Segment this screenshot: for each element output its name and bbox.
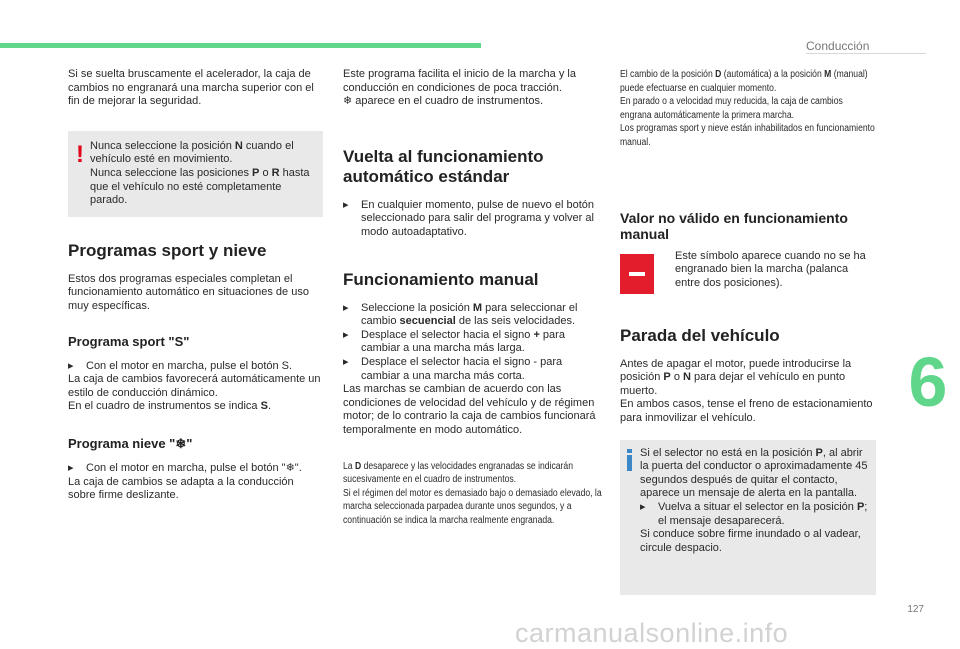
manual-bullet-2 bbox=[343, 329, 603, 356]
text: o bbox=[259, 166, 272, 179]
text: Antes de apagar el motor, puede introducirse la posición bbox=[620, 357, 852, 384]
text: de las seis velocidades. bbox=[455, 315, 576, 328]
text: Nunca seleccione la posición bbox=[90, 139, 235, 152]
bullet-arrow-icon: ▸ bbox=[68, 461, 74, 474]
text: Nunca seleccione las posiciones bbox=[90, 166, 253, 179]
text: ; el mensaje desaparecerá. bbox=[658, 500, 868, 527]
snow-paragraph: La caja de cambios se adapta a la conducción sobre firme deslizante. bbox=[68, 475, 294, 502]
text: D bbox=[354, 460, 362, 472]
manual-paragraph: Las marchas se cambian de acuerdo con las condiciones de velocidad del vehículo y de régimen motor; de lo contrario la caja de cambios funcionará temporalmente en modo automático. bbox=[343, 383, 596, 436]
text: desaparece y las velocidades engranadas se indicarán sucesivamente en el cuadro de instrumentos. bbox=[343, 460, 573, 486]
text: Desplace el selector hacia el signo bbox=[361, 328, 534, 341]
text: En el cuadro de instrumentos se indica bbox=[68, 400, 261, 413]
dash-shape bbox=[629, 272, 645, 276]
text: Si el selector no está en la posición bbox=[640, 446, 816, 459]
text: Vuelva a situar el selector en la posición bbox=[658, 500, 857, 513]
text: para seleccionar el cambio bbox=[361, 301, 578, 328]
intro-paragraph-2: ❄ aparece en el cuadro de instrumentos. bbox=[343, 95, 543, 108]
text: P bbox=[815, 446, 823, 459]
stop-paragraph-1 bbox=[620, 358, 876, 399]
sport-bullet bbox=[68, 360, 323, 374]
bullet-arrow-icon: ▸ bbox=[640, 500, 646, 513]
text: + bbox=[533, 328, 540, 341]
bullet-arrow-icon: ▸ bbox=[343, 301, 349, 314]
manual-note-2: Si el régimen del motor es demasiado bajo o demasiado elevado, la marcha seleccionada parpadea durante unos segundos, y a continuación se indica la marcha realmente engranada. bbox=[343, 487, 602, 526]
info-bar bbox=[627, 455, 632, 471]
heading-invalid: Valor no válido en funcionamiento manual bbox=[620, 209, 848, 242]
text: Con el motor en marcha, pulse el botón "❄". bbox=[86, 461, 302, 474]
text: S bbox=[260, 400, 268, 413]
text: o bbox=[670, 371, 683, 384]
text: La bbox=[343, 460, 355, 472]
stop-paragraph-2: En ambos casos, tense el freno de estacionamiento para inmovilizar el vehículo. bbox=[620, 398, 873, 424]
watermark: carmanualsonline.info bbox=[515, 618, 789, 648]
text: En cualquier momento, pulse de nuevo el botón seleccionado para salir del programa y volver al modo autoadaptativo. bbox=[361, 198, 594, 238]
header-divider bbox=[806, 53, 926, 54]
bullet-arrow-icon: ▸ bbox=[343, 328, 349, 341]
text: M bbox=[824, 69, 832, 80]
info-dot bbox=[627, 449, 632, 453]
text: P bbox=[252, 166, 260, 179]
info-box bbox=[620, 440, 876, 596]
mode-note-3: Los programas sport y nieve están inhabilitados en funcionamiento manual. bbox=[620, 123, 875, 148]
text: P bbox=[663, 371, 671, 384]
heading-back-auto: Vuelta al funcionamiento automático estándar bbox=[343, 146, 544, 186]
invalid-row bbox=[620, 249, 876, 296]
text: D bbox=[715, 69, 722, 80]
mode-note-1 bbox=[620, 68, 875, 95]
info-line-1 bbox=[640, 447, 868, 501]
heading-snow: Programa nieve "❄" bbox=[68, 435, 193, 451]
text: Con el motor en marcha, pulse el botón S. bbox=[86, 359, 293, 372]
bullet-arrow-icon: ▸ bbox=[343, 355, 349, 368]
text: . bbox=[267, 400, 272, 413]
back-bullet bbox=[343, 199, 603, 240]
snow-bullet bbox=[68, 462, 323, 476]
top-accent-bar bbox=[0, 43, 481, 48]
text: hasta que el vehículo no esté completamente parado. bbox=[90, 166, 310, 207]
text: N bbox=[683, 371, 691, 384]
text: (manual) puede efectuarse en cualquier momento. bbox=[620, 69, 868, 94]
info-bullet bbox=[640, 501, 868, 528]
text: (automática) a la posición bbox=[721, 69, 825, 80]
invalid-paragraph: Este símbolo aparece cuando no se ha engranado bien la marcha (palanca entre dos posiciones). bbox=[675, 249, 866, 289]
chapter-number: 6 bbox=[908, 343, 948, 421]
manual-bullet-1 bbox=[343, 302, 603, 329]
text: R bbox=[271, 166, 280, 179]
intro-paragraph: Si se suelta bruscamente el acelerador, la caja de cambios no engranará una marcha superior con el fin de mejorar la seguridad. bbox=[68, 68, 314, 108]
warning-line-1 bbox=[90, 140, 315, 167]
programs-paragraph: Estos dos programas especiales completan el funcionamiento automático en situaciones de uso muy específicas. bbox=[68, 272, 309, 312]
text: El cambio de la posición bbox=[620, 69, 716, 80]
column-3 bbox=[620, 68, 876, 595]
bullet-arrow-icon: ▸ bbox=[343, 198, 349, 211]
mode-note-2: En parado o a velocidad muy reducida, la caja de cambios engrana automáticamente la primera marcha. bbox=[620, 96, 843, 121]
text: P bbox=[856, 500, 865, 513]
heading-programs: Programas sport y nieve bbox=[68, 240, 267, 260]
info-icon bbox=[627, 449, 633, 469]
info-line-3: Si conduce sobre firme inundado o al vadear, circule despacio. bbox=[640, 528, 861, 554]
column-1 bbox=[68, 68, 323, 503]
text: Desplace el selector hacia el signo - para cambiar a una marcha más corta. bbox=[361, 355, 563, 382]
column-2 bbox=[343, 68, 603, 527]
text: M bbox=[472, 301, 483, 314]
section-title: Conducción bbox=[806, 39, 870, 53]
heading-stop: Parada del vehículo bbox=[620, 325, 780, 345]
text: N bbox=[234, 139, 243, 152]
heading-manual: Funcionamiento manual bbox=[343, 269, 539, 289]
manual-bullet-3 bbox=[343, 356, 603, 383]
invalid-gear-icon bbox=[620, 254, 654, 294]
sport-paragraph-2 bbox=[68, 400, 323, 414]
text: , al abrir la puerta del conductor o aproximadamente 45 segundos después de quitar el contacto, aparece un mensaje de alerta en la pantalla. bbox=[640, 446, 868, 500]
page-number: 127 bbox=[907, 604, 924, 615]
heading-sport: Programa sport "S" bbox=[68, 333, 190, 349]
text: cuando el vehículo esté en movimiento. bbox=[90, 139, 294, 166]
text: para dejar el vehículo en punto muerto. bbox=[620, 371, 846, 397]
manual-note-1 bbox=[343, 460, 602, 487]
intro-paragraph: Este programa facilita el inicio de la marcha y la conducción en condiciones de poca tracción. bbox=[343, 68, 576, 94]
text: para cambiar a una marcha más larga. bbox=[361, 328, 565, 355]
warning-icon: ! bbox=[76, 140, 84, 168]
text: secuencial bbox=[399, 315, 456, 328]
text: Seleccione la posición bbox=[361, 301, 473, 314]
warning-box bbox=[68, 131, 323, 217]
sport-paragraph: La caja de cambios favorecerá automáticamente un estilo de conducción dinámico. bbox=[68, 373, 321, 399]
warning-line-2 bbox=[90, 167, 315, 208]
bullet-arrow-icon: ▸ bbox=[68, 359, 74, 372]
